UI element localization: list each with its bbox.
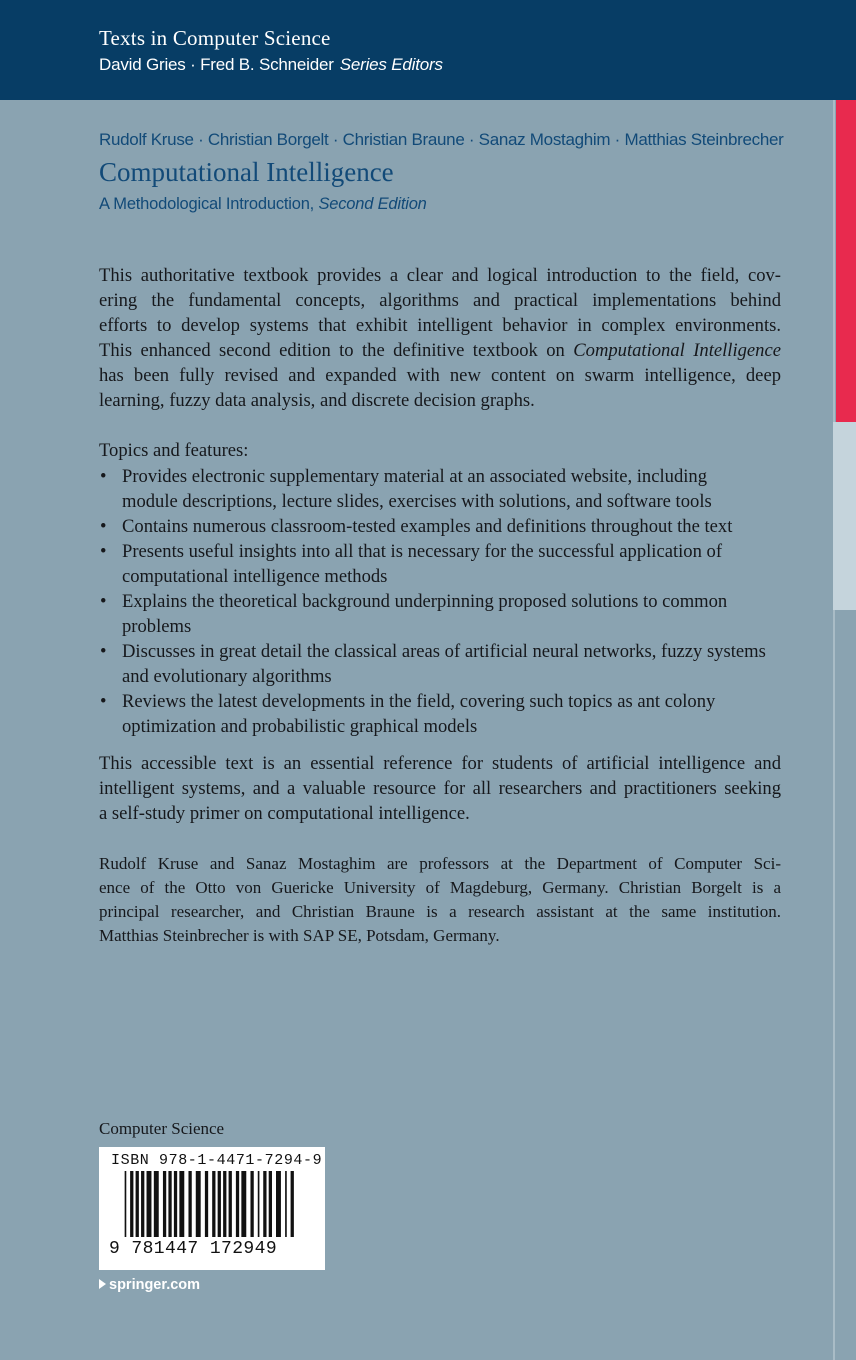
publisher-text: springer.com	[109, 1277, 201, 1293]
barcode-bar	[291, 1171, 294, 1237]
series-editors	[99, 55, 443, 75]
feature-item	[99, 639, 781, 689]
barcode-bar	[250, 1171, 253, 1237]
book-title: Computational Intelligence	[99, 157, 394, 187]
intro-line: has been fully revised and expanded with new content on swarm intelligence, deep	[99, 365, 781, 386]
barcode-bar	[229, 1171, 232, 1237]
feature-item	[99, 539, 781, 589]
spine-red-stripe	[836, 100, 856, 422]
barcode-bar	[285, 1171, 287, 1237]
feature-line: and evolutionary algorithms	[122, 666, 332, 687]
feature-item	[99, 589, 781, 639]
barcode-bar	[269, 1171, 272, 1237]
arrow-right-icon	[99, 1279, 106, 1289]
barcode-bar	[168, 1171, 171, 1237]
series-editors-role: Series Editors	[339, 55, 443, 74]
feature-line: module descriptions, lecture slides, exercises with solutions, and software tools	[122, 491, 712, 512]
about-authors-paragraph	[99, 852, 781, 948]
barcode-bar	[147, 1171, 152, 1237]
barcode-bar	[188, 1171, 191, 1237]
barcode-bar	[212, 1171, 215, 1237]
spine-light-stripe	[833, 422, 856, 610]
feature-line: • Reviews the latest developments in the field, covering such topics as ant colony	[122, 691, 716, 712]
edition-text: Second Edition	[318, 195, 427, 213]
book-subtitle	[99, 195, 427, 214]
feature-line: optimization and probabilistic graphical models	[122, 716, 478, 737]
closing-line: intelligent systems, and a valuable resource for all researchers and practitioners seeking	[99, 778, 781, 799]
feature-line: problems	[122, 616, 192, 637]
intro-line-emphasis	[99, 338, 781, 363]
spine-edge	[833, 100, 835, 1360]
feature-item	[99, 514, 781, 539]
about-line: Rudolf Kruse and Sanaz Mostaghim are professors at the Department of Computer Sci-	[99, 854, 781, 873]
isbn-text: ISBN 978-1-4471-7294-9	[111, 1152, 323, 1169]
barcode-bar	[141, 1171, 144, 1237]
barcode-bar	[179, 1171, 184, 1237]
feature-line: • Presents useful insights into all that is necessary for the successful application of	[122, 541, 723, 562]
barcode-bar	[163, 1171, 166, 1237]
barcode-bar	[223, 1171, 226, 1237]
intro-line: ering the fundamental concepts, algorithms and practical implementations behind	[99, 290, 781, 311]
barcode-bar	[125, 1171, 127, 1237]
barcode-bar	[154, 1171, 159, 1237]
closing-line: This accessible text is an essential reference for students of artificial intelligence and	[99, 753, 781, 774]
subject-category: Computer Science	[99, 1119, 225, 1138]
about-line: principal researcher, and Christian Braune is a research assistant at the same institution.	[99, 902, 781, 921]
barcode-bar	[136, 1171, 139, 1237]
intro-line: efforts to develop systems that exhibit intelligent behavior in complex environments.	[99, 315, 781, 336]
barcode-digits: 9 781447 172949	[109, 1239, 278, 1259]
barcode-bar	[218, 1171, 221, 1237]
intro-line-prefix: This enhanced second edition to the definitive textbook on	[99, 340, 574, 361]
barcode-bar	[263, 1171, 266, 1237]
barcode-bar	[174, 1171, 177, 1237]
book-authors: Rudolf Kruse · Christian Borgelt · Christian Braune · Sanaz Mostaghim · Matthias Steinbrecher	[99, 130, 784, 149]
closing-paragraph	[99, 751, 781, 826]
isbn-barcode	[99, 1147, 325, 1270]
barcode-bar	[205, 1171, 208, 1237]
feature-item	[99, 464, 781, 514]
barcode-bar	[258, 1171, 260, 1237]
barcode-bar	[130, 1171, 133, 1237]
subtitle-text: A Methodological Introduction,	[99, 195, 315, 213]
feature-line: • Discusses in great detail the classical areas of artificial neural networks, fuzzy systems	[122, 641, 766, 662]
series-title: Texts in Computer Science	[99, 26, 331, 50]
topics-heading: Topics and features:	[99, 440, 249, 461]
barcode-bar	[276, 1171, 281, 1237]
about-line: Matthias Steinbrecher is with SAP SE, Potsdam, Germany.	[99, 926, 500, 945]
intro-line: learning, fuzzy data analysis, and discrete decision graphs.	[99, 390, 535, 411]
intro-paragraph	[99, 263, 781, 413]
intro-line-italic: Computational Intelligence	[573, 340, 781, 361]
feature-line: • Provides electronic supplementary material at an associated website, including	[122, 466, 707, 487]
feature-line: computational intelligence methods	[122, 566, 388, 587]
series-header-band	[0, 0, 856, 100]
barcode-bar	[236, 1171, 239, 1237]
features-list	[99, 464, 781, 739]
feature-line: • Contains numerous classroom-tested examples and definitions throughout the text	[122, 516, 733, 537]
feature-item	[99, 689, 781, 739]
about-line: ence of the Otto von Guericke University of Magdeburg, Germany. Christian Borgelt is a	[99, 878, 781, 897]
intro-line: This authoritative textbook provides a clear and logical introduction to the field, cov-	[99, 265, 781, 286]
feature-line: • Explains the theoretical background underpinning proposed solutions to common	[122, 591, 728, 612]
barcode-bar	[241, 1171, 246, 1237]
publisher-link[interactable]	[99, 1277, 200, 1293]
barcode-bar	[196, 1171, 201, 1237]
series-editors-names: David Gries · Fred B. Schneider	[99, 55, 334, 74]
closing-line: a self-study primer on computational intelligence.	[99, 803, 470, 824]
